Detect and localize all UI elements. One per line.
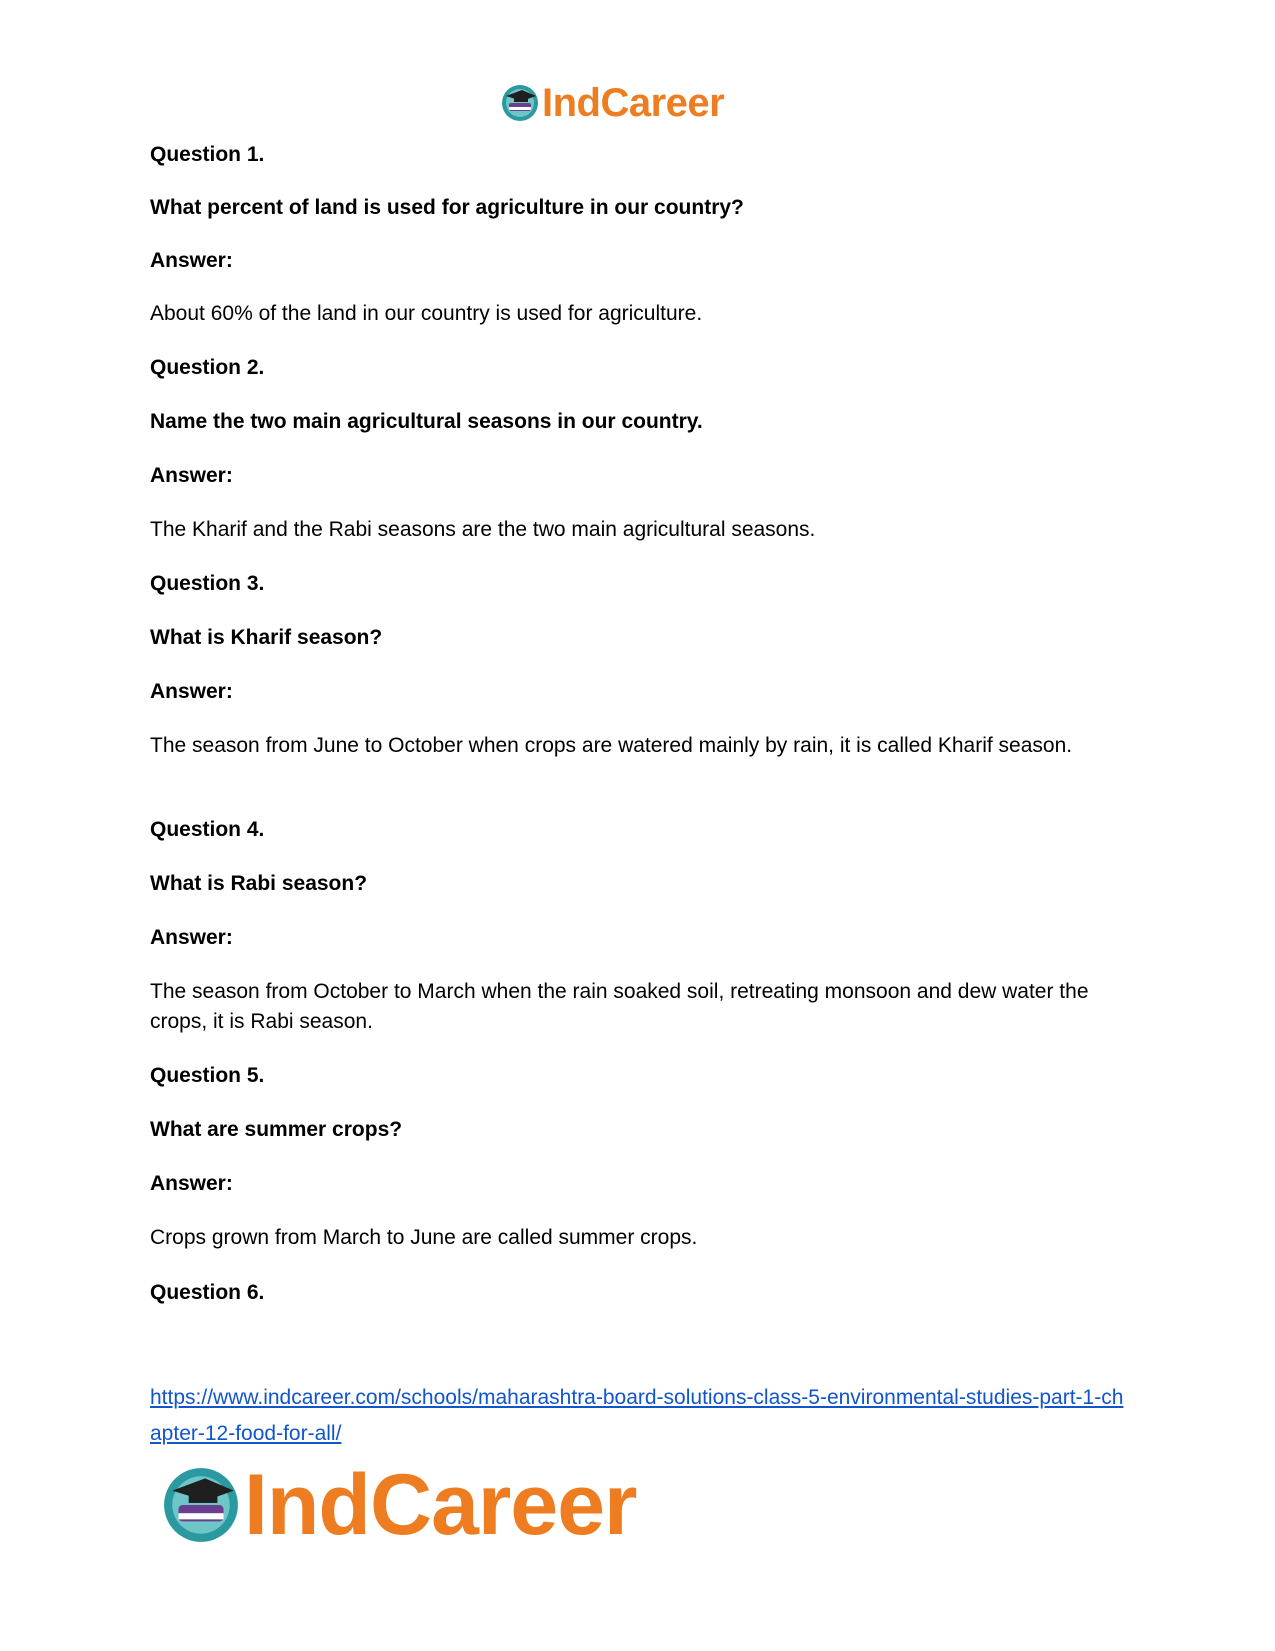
answer-text: The season from October to March when the rain soaked soil, retreating monsoon and dew water the crops, it is Rabi season. xyxy=(150,980,1089,1033)
graduation-globe-icon xyxy=(160,1464,242,1546)
answer-label: Answer: xyxy=(150,926,233,949)
question-text: Name the two main agricultural seasons in our country. xyxy=(150,410,703,433)
footer-logo xyxy=(160,1457,637,1553)
answer-text: The season from June to October when crops are watered mainly by rain, it is called Kharif season. xyxy=(150,734,1073,757)
graduation-globe-icon xyxy=(500,83,540,123)
answer-text: Crops grown from March to June are called summer crops. xyxy=(150,1226,698,1249)
source-link-block xyxy=(150,1380,1130,1452)
question-label: Question 2. xyxy=(150,356,265,379)
header-logo xyxy=(500,78,724,128)
answer-label: Answer: xyxy=(150,680,233,703)
question-text: What is Rabi season? xyxy=(150,872,368,895)
question-text: What is Kharif season? xyxy=(150,626,383,649)
answer-label: Answer: xyxy=(150,1172,233,1195)
answer-text: The Kharif and the Rabi seasons are the two main agricultural seasons. xyxy=(150,518,816,541)
question-text: What percent of land is used for agriculture in our country? xyxy=(150,196,744,219)
header-logo-text: IndCareer xyxy=(542,81,725,125)
answer-label: Answer: xyxy=(150,249,233,272)
footer-logo-text: IndCareer xyxy=(244,1457,637,1553)
question-text: What are summer crops? xyxy=(150,1118,403,1141)
question-label: Question 5. xyxy=(150,1064,265,1087)
question-label: Question 3. xyxy=(150,572,265,595)
source-link[interactable]: https://www.indcareer.com/schools/maharashtra-board-solutions-class-5-environmental-studies-part-1-chapter-12-food-for-all/ xyxy=(150,1386,1124,1445)
question-label: Question 4. xyxy=(150,818,265,841)
answer-label: Answer: xyxy=(150,464,233,487)
question-label: Question 1. xyxy=(150,143,265,166)
answer-text: About 60% of the land in our country is used for agriculture. xyxy=(150,302,703,325)
question-label: Question 6. xyxy=(150,1281,265,1304)
